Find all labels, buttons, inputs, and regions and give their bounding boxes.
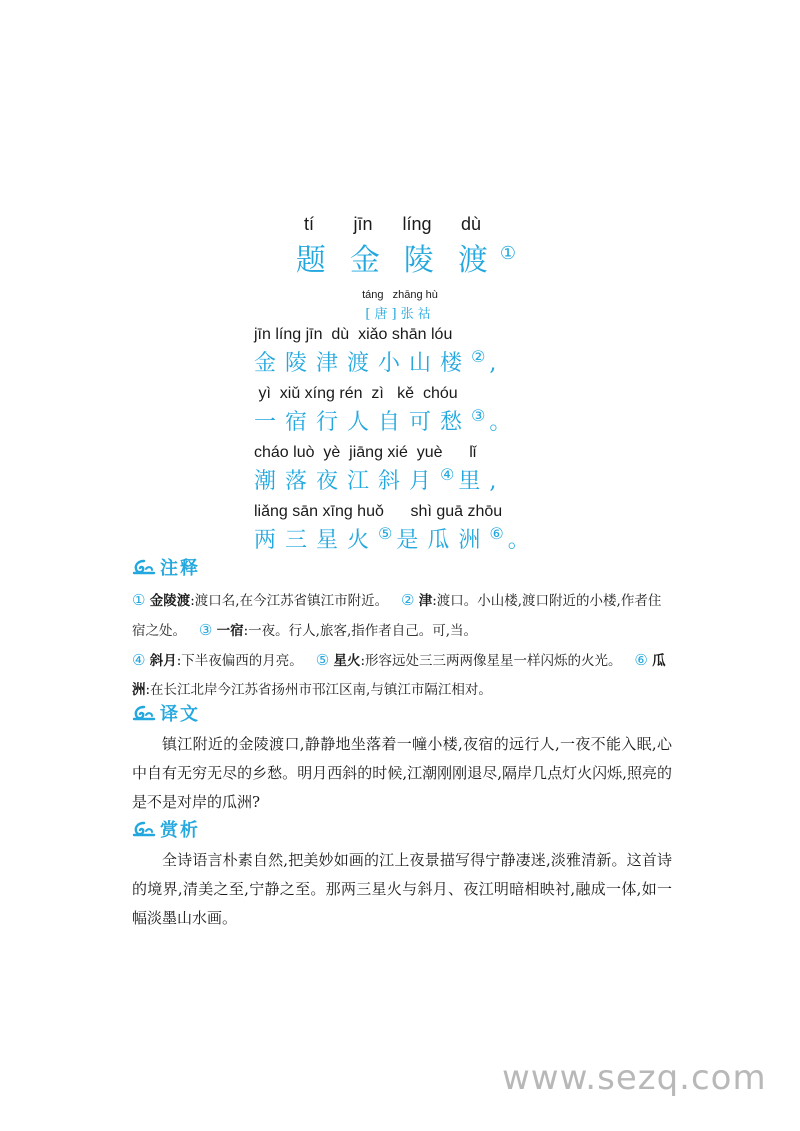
poem-line-text [254, 523, 530, 554]
translation-text: 镇江附近的金陵渡口,静静地坐落着一幢小楼,夜宿的远行人,一夜不能入眠,心中自有无穷无尽的乡愁。明月西斜的时候,江潮刚刚退尽,隔岸几点灯火闪烁,照亮的是不是对岸的瓜洲? [132, 735, 672, 811]
note-item [132, 653, 303, 669]
note-term: 津 [418, 593, 433, 609]
note-text: :在长江北岸今江苏省扬州市邗江区南,与镇江市隔江相对。 [145, 682, 492, 698]
poem-title [0, 235, 800, 279]
title-pinyin-syllable: dù [460, 214, 482, 234]
title-pinyin-syllable: líng [402, 214, 432, 234]
poem-line-pinyin: jīn líng jīn dù xiǎo shān lóu [254, 326, 453, 343]
title-char: 渡 [457, 243, 488, 278]
watermark: www.sezq.com [502, 1058, 767, 1098]
title-pinyin-syllable: jīn [353, 214, 373, 234]
notes-list [132, 586, 672, 705]
title-char: 金 [349, 243, 380, 278]
note-item [316, 653, 622, 669]
section-title: 注释 [160, 558, 200, 579]
note-text: :一夜。行人,旅客,指作者自己。可,当。 [243, 623, 478, 639]
note-marker: ⑤ [378, 523, 393, 543]
poem-line-chars: 两三星火 [254, 528, 379, 553]
title-char: 题 [295, 243, 326, 278]
section-title: 译文 [160, 704, 200, 725]
poem-line-pinyin: yì xiǔ xíng rén zì kě chóu [254, 385, 458, 402]
appreciation-section-header [132, 816, 200, 842]
note-term: 金陵渡 [149, 593, 191, 609]
translation-section-header [132, 700, 200, 726]
note-text: :渡口。小山楼,渡口附近的小楼,作者住宿之处。 [132, 593, 662, 639]
poem-line-chars: 潮落夜江斜月 [254, 469, 441, 494]
poem-line-text [254, 405, 511, 436]
note-number: ④ [132, 651, 146, 669]
title-pinyin-syllable: tí [303, 214, 314, 234]
author-pinyin: táng zhāng hù [362, 289, 438, 301]
note-marker: ② [471, 346, 486, 366]
note-term: 瓜洲 [132, 653, 666, 698]
note-term: 一宿 [216, 623, 244, 639]
poem-body [254, 326, 554, 562]
note-marker: ③ [471, 405, 486, 425]
poem-line-pinyin: liǎng sān xīng huǒ shì guā zhōu [254, 503, 503, 520]
note-number: ⑥ [634, 651, 648, 669]
punctuation: , [489, 469, 497, 494]
punctuation: 。 [507, 528, 530, 553]
punctuation: , [489, 351, 497, 376]
note-text: :渡口名,在今江苏省镇江市附近。 [190, 593, 389, 609]
note-text: :形容远处三三两两像星星一样闪烁的火光。 [360, 653, 622, 669]
note-item [199, 623, 477, 639]
note-number: ① [132, 591, 146, 609]
note-number: ⑤ [315, 651, 330, 669]
note-term: 星火 [333, 653, 361, 669]
poem-title-block [0, 214, 800, 322]
note-term: 斜月 [149, 653, 177, 669]
poem-line [254, 385, 554, 444]
note-number: ② [400, 591, 415, 609]
note-marker: ⑥ [489, 523, 504, 543]
title-pinyin [0, 214, 800, 235]
cloud-swirl-icon [132, 820, 156, 838]
section-title: 赏析 [160, 820, 200, 841]
note-text: :下半夜偏西的月亮。 [176, 653, 303, 669]
poem-line-chars: 金陵津渡小山楼 [254, 351, 472, 376]
poem-line-tail: 是瓜洲 [396, 528, 490, 553]
poem-line-tail: 里 [458, 469, 490, 494]
cloud-swirl-icon [132, 558, 156, 576]
poem-line-text [254, 346, 496, 377]
note-number: ③ [198, 621, 213, 639]
poem-line-pinyin: cháo luò yè jiāng xié yuè lǐ [254, 444, 477, 461]
notes-section-header [132, 554, 200, 580]
poem-line [254, 444, 554, 503]
title-note-marker: ① [499, 243, 517, 264]
title-char: 陵 [403, 243, 434, 278]
author: [唐]张祜 [365, 307, 435, 322]
punctuation: 。 [489, 410, 512, 435]
poem-line [254, 326, 554, 385]
note-marker: ④ [440, 464, 455, 484]
poem-line-text [254, 464, 496, 495]
note-item [132, 593, 388, 609]
appreciation-text: 全诗语言朴素自然,把美妙如画的江上夜景描写得宁静凄迷,淡雅清新。这首诗的境界,清美之至,宁静之至。那两三星火与斜月、夜江明暗相映衬,融成一体,如一幅淡墨山水画。 [132, 851, 672, 927]
poem-line-chars: 一宿行人自可愁 [254, 410, 472, 435]
cloud-swirl-icon [132, 704, 156, 722]
poem-line [254, 503, 554, 562]
